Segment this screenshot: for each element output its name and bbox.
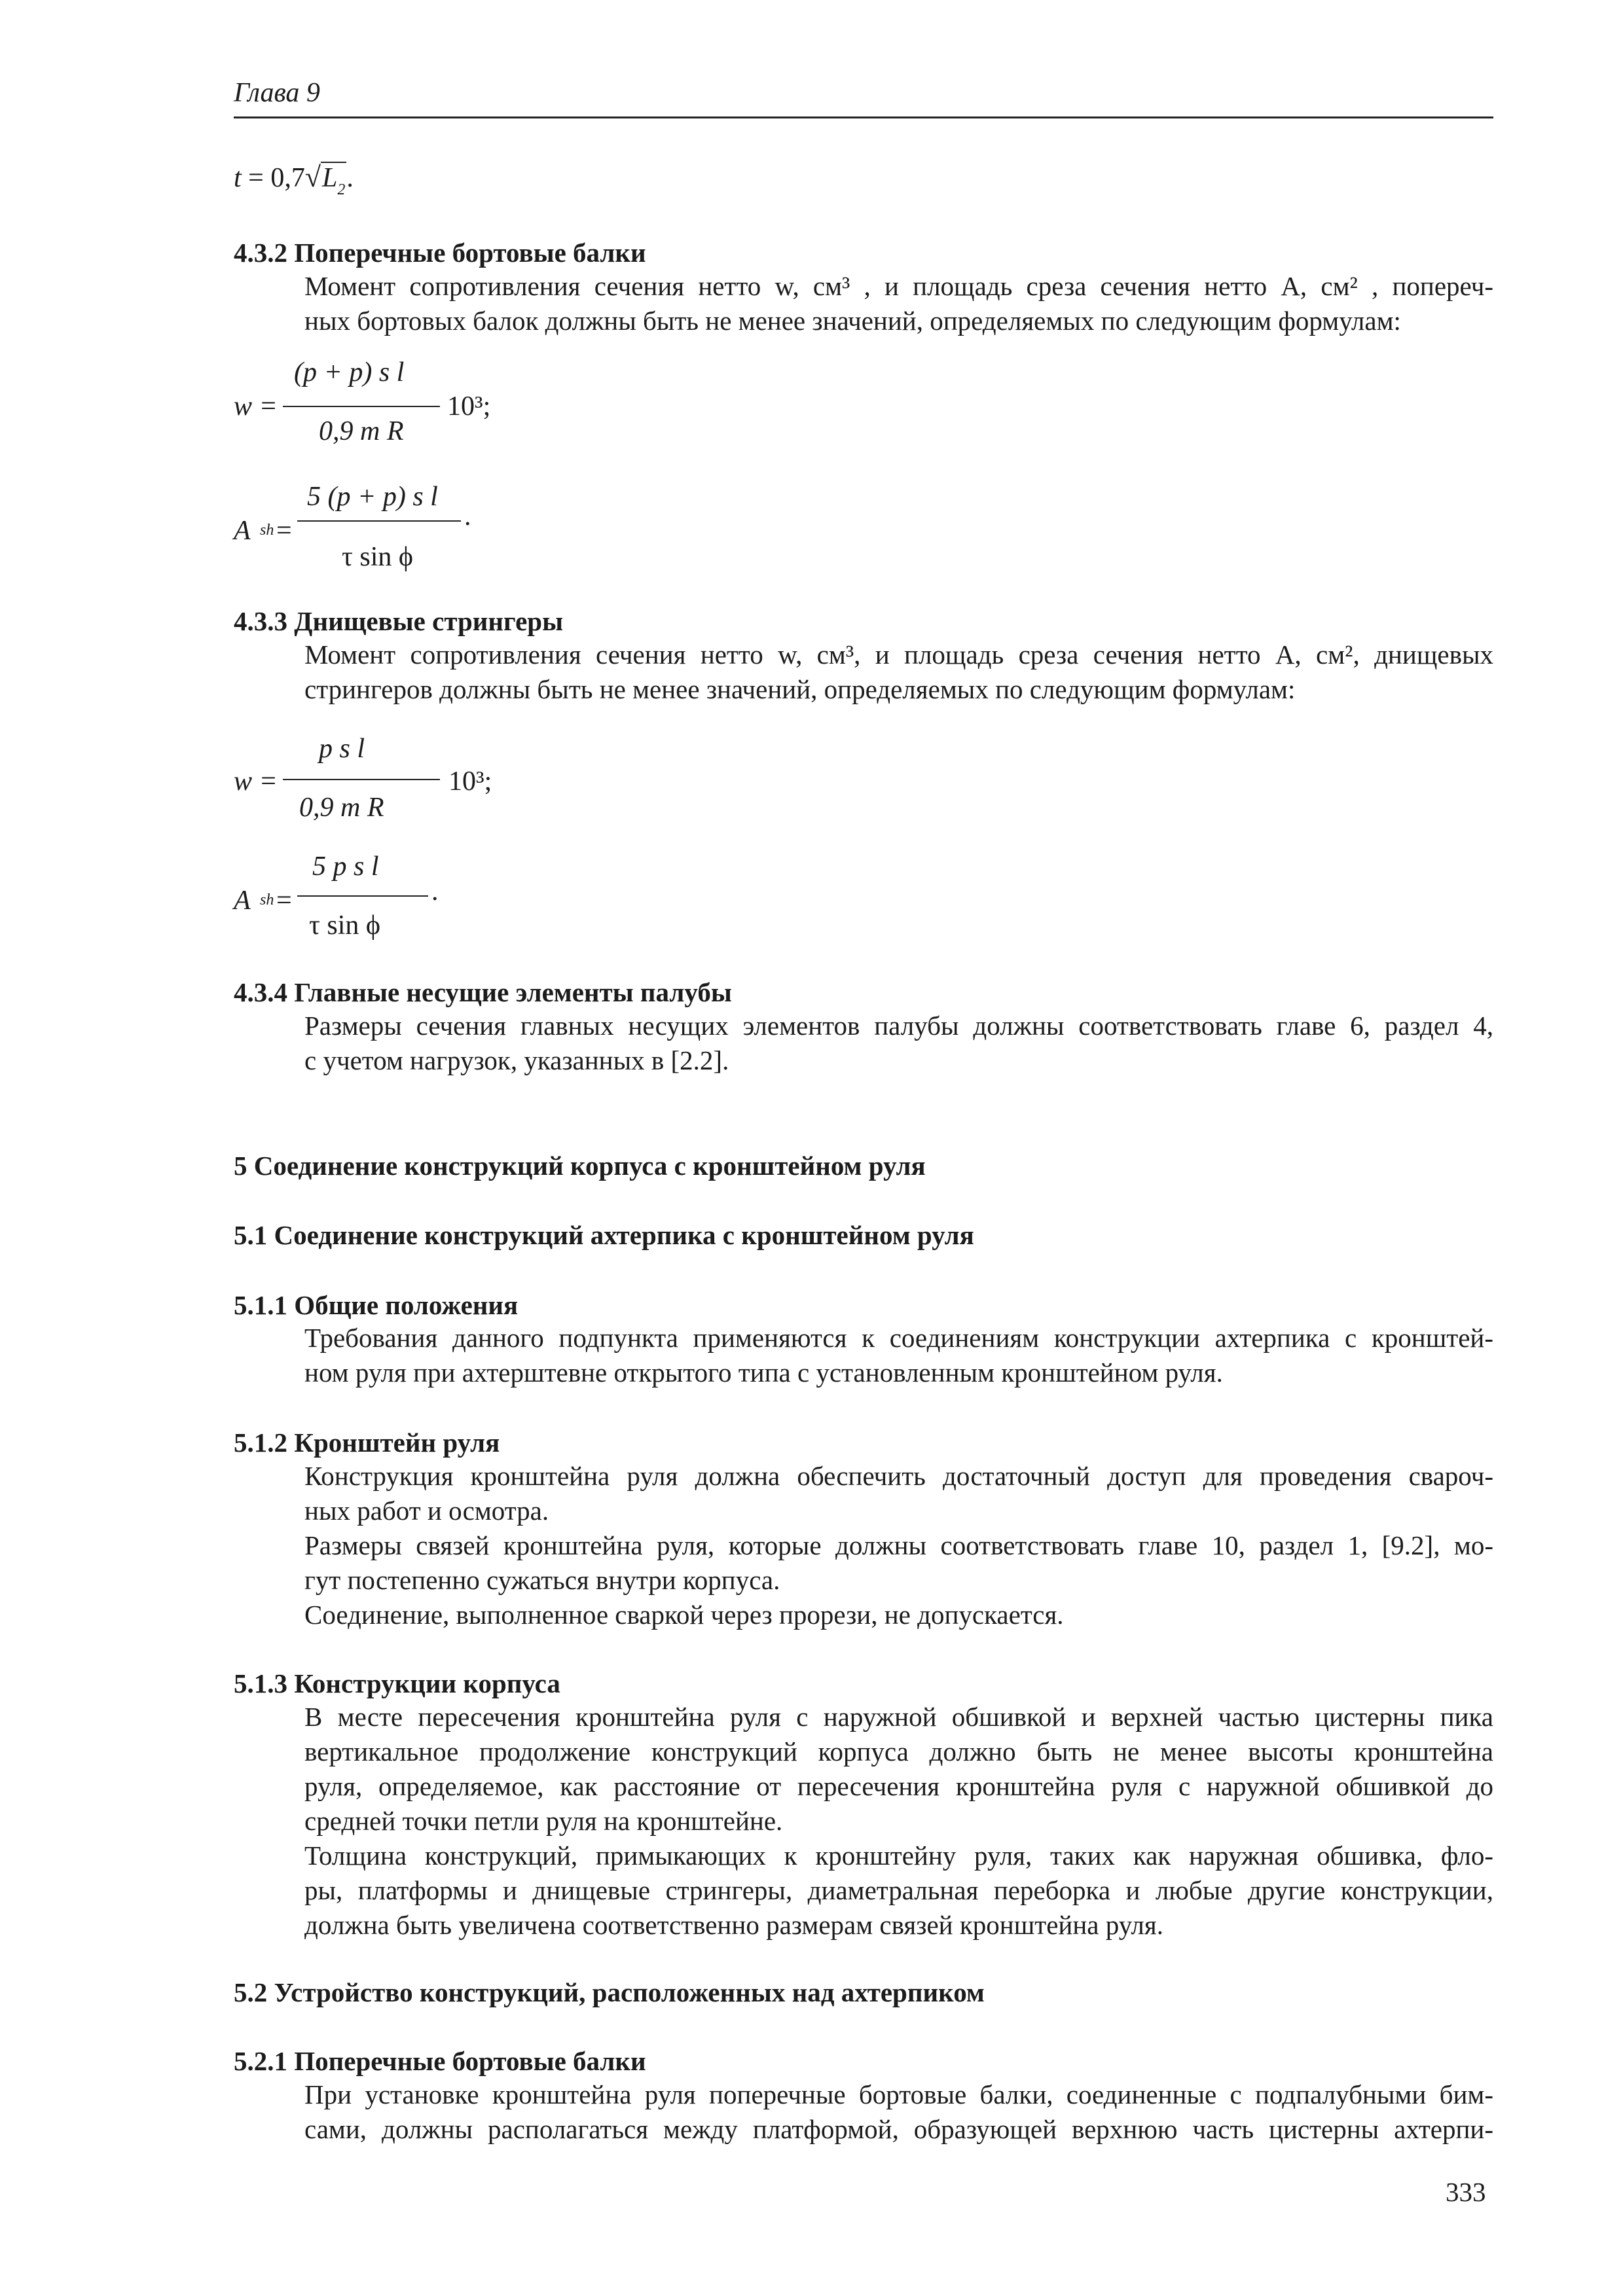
body-line: В месте пересечения кронштейна руля с наружной обшивкой и верхней частью цистерны пика — [304, 1702, 1493, 1732]
formula-denominator: τ sin ϕ — [309, 910, 380, 941]
body-line: Требования данного подпункта применяются к соединениям конструкции ахтерпика с кронштей- — [304, 1323, 1493, 1353]
body-line: ных бортовых балок должны быть не менее значений, определяемых по следующим формулам: — [304, 306, 1401, 336]
formula-lhs-subscript: sh — [260, 891, 274, 908]
body-line: Конструкция кронштейна руля должна обеспечить достаточный доступ для проведения свароч- — [304, 1461, 1493, 1491]
sqrt-symbol: √ — [304, 161, 321, 193]
formula-w-4-3-3 — [234, 733, 561, 825]
body-line: должна быть увеличена соответственно размерам связей кронштейна руля. — [304, 1910, 1163, 1940]
section-title-4-3-2: 4.3.2 Поперечные бортовые балки — [234, 238, 646, 268]
body-line: средней точки петли руля на кронштейне. — [304, 1806, 783, 1836]
formula-t-eq: = 0,7 — [248, 163, 305, 193]
formula-tail: . — [464, 501, 471, 531]
page-number: 333 — [1446, 2177, 1486, 2207]
section-title-5-1-3: 5.1.3 Конструкции корпуса — [234, 1668, 560, 1698]
formula-eq: = — [276, 516, 292, 546]
fraction-line — [283, 779, 440, 780]
body-line: ных работ и осмотра. — [304, 1496, 549, 1526]
formula-t: $t = 0,7√L_2$. — [234, 161, 354, 198]
section-body-5-2-1 — [304, 2077, 1493, 2147]
header-rule — [234, 117, 1493, 118]
formula-tail: . — [431, 876, 439, 906]
fraction-line — [283, 406, 440, 407]
body-line: ном руля при ахтерштевне открытого типа с установленным кронштейном руля. — [304, 1357, 1223, 1388]
section-title-5-2-1: 5.2.1 Поперечные бортовые балки — [234, 2046, 646, 2076]
formula-lhs: A — [234, 516, 251, 546]
section-title-4-3-4: 4.3.4 Главные несущие элементы палубы — [234, 977, 732, 1007]
body-line: гут постепенно сужаться внутри корпуса. — [304, 1565, 780, 1595]
formula-denominator: 0,9 m R — [319, 416, 404, 446]
body-line: вертикальное продолжение конструкций корпуса должно быть не менее высоты кронштейна — [304, 1736, 1493, 1767]
section-body-4-3-2 — [304, 269, 1493, 338]
formula-factor: 10³; — [447, 391, 491, 422]
section-body-5-1-2 — [304, 1459, 1493, 1632]
formula-lhs-subscript: sh — [260, 522, 274, 539]
body-line: Соединение, выполненное сваркой через прорези, не допускается. — [304, 1600, 1064, 1630]
formula-eq: = — [276, 886, 292, 916]
formula-t-radicand: $L_2$ — [322, 163, 346, 198]
formula-factor: 10³; — [448, 766, 492, 797]
running-header: Глава 9 — [234, 78, 320, 108]
formula-w-4-3-2 — [234, 357, 561, 448]
section-title-5-1-2: 5.1.2 Кронштейн руля — [234, 1427, 500, 1458]
body-line: ры, платформы и днищевые стрингеры, диаметральная переборка и любые другие конструкции, — [304, 1875, 1493, 1905]
body-line: Толщина конструкций, примыкающих к кронштейну руля, таких как наружная обшивка, фло- — [304, 1840, 1493, 1871]
body-line: руля, определяемое, как расстояние от пересечения кронштейна руля с наружной обшивкой до — [304, 1771, 1493, 1801]
formula-numerator: p s l — [319, 734, 365, 764]
formula-numerator: 5 p s l — [312, 852, 379, 882]
section-title-5: 5 Соединение конструкций корпуса с кронштейном руля — [234, 1151, 926, 1181]
body-line: При установке кронштейна руля поперечные бортовые балки, соединенные с подпалубными бим- — [304, 2079, 1493, 2109]
body-line: Размеры сечения главных несущих элементов палубы должны соответствовать главе 6, раздел 4, — [304, 1011, 1493, 1041]
formula-ash-4-3-2 — [234, 481, 561, 573]
section-title-4-3-3: 4.3.3 Днищевые стрингеры — [234, 606, 564, 636]
fraction-line — [297, 520, 461, 522]
formula-numerator: (p + p) s l — [294, 357, 405, 387]
section-body-5-1-3 — [304, 1700, 1493, 1943]
body-line: Момент сопротивления сечения нетто w, см³ , и площадь среза сечения нетто A, см² , попереч- — [304, 271, 1493, 301]
section-title-5-1-1: 5.1.1 Общие положения — [234, 1290, 519, 1320]
formula-ash-4-3-3 — [234, 851, 561, 949]
body-line: стрингеров должны быть не менее значений, определяемых по следующим формулам: — [304, 674, 1296, 704]
formula-denominator: τ sin ϕ — [342, 542, 413, 572]
body-line: Момент сопротивления сечения нетто w, см³, и площадь среза сечения нетто A, см², днищевых — [304, 639, 1493, 670]
section-body-4-3-3 — [304, 637, 1493, 707]
formula-denominator: 0,9 m R — [299, 793, 384, 823]
body-line: сами, должны располагаться между платформой, образующей верхнюю часть цистерны ахтерпи- — [304, 2114, 1493, 2144]
section-title-5-1: 5.1 Соединение конструкций ахтерпика с кронштейном руля — [234, 1220, 974, 1250]
formula-t-lhs: t — [234, 163, 242, 193]
formula-lhs: A — [234, 886, 251, 916]
section-title-5-2: 5.2 Устройство конструкций, расположенных над ахтерпиком — [234, 1977, 985, 2007]
formula-lhs: w = — [234, 766, 278, 797]
body-line: с учетом нагрузок, указанных в [2.2]. — [304, 1045, 729, 1075]
section-body-4-3-4 — [304, 1009, 1493, 1078]
fraction-line — [297, 895, 428, 897]
section-body-5-1-1 — [304, 1321, 1493, 1390]
formula-numerator: 5 (p + p) s l — [307, 482, 438, 512]
body-line: Размеры связей кронштейна руля, которые должны соответствовать главе 10, раздел 1, [9.2], мо- — [304, 1530, 1493, 1560]
formula-lhs: w = — [234, 391, 278, 422]
